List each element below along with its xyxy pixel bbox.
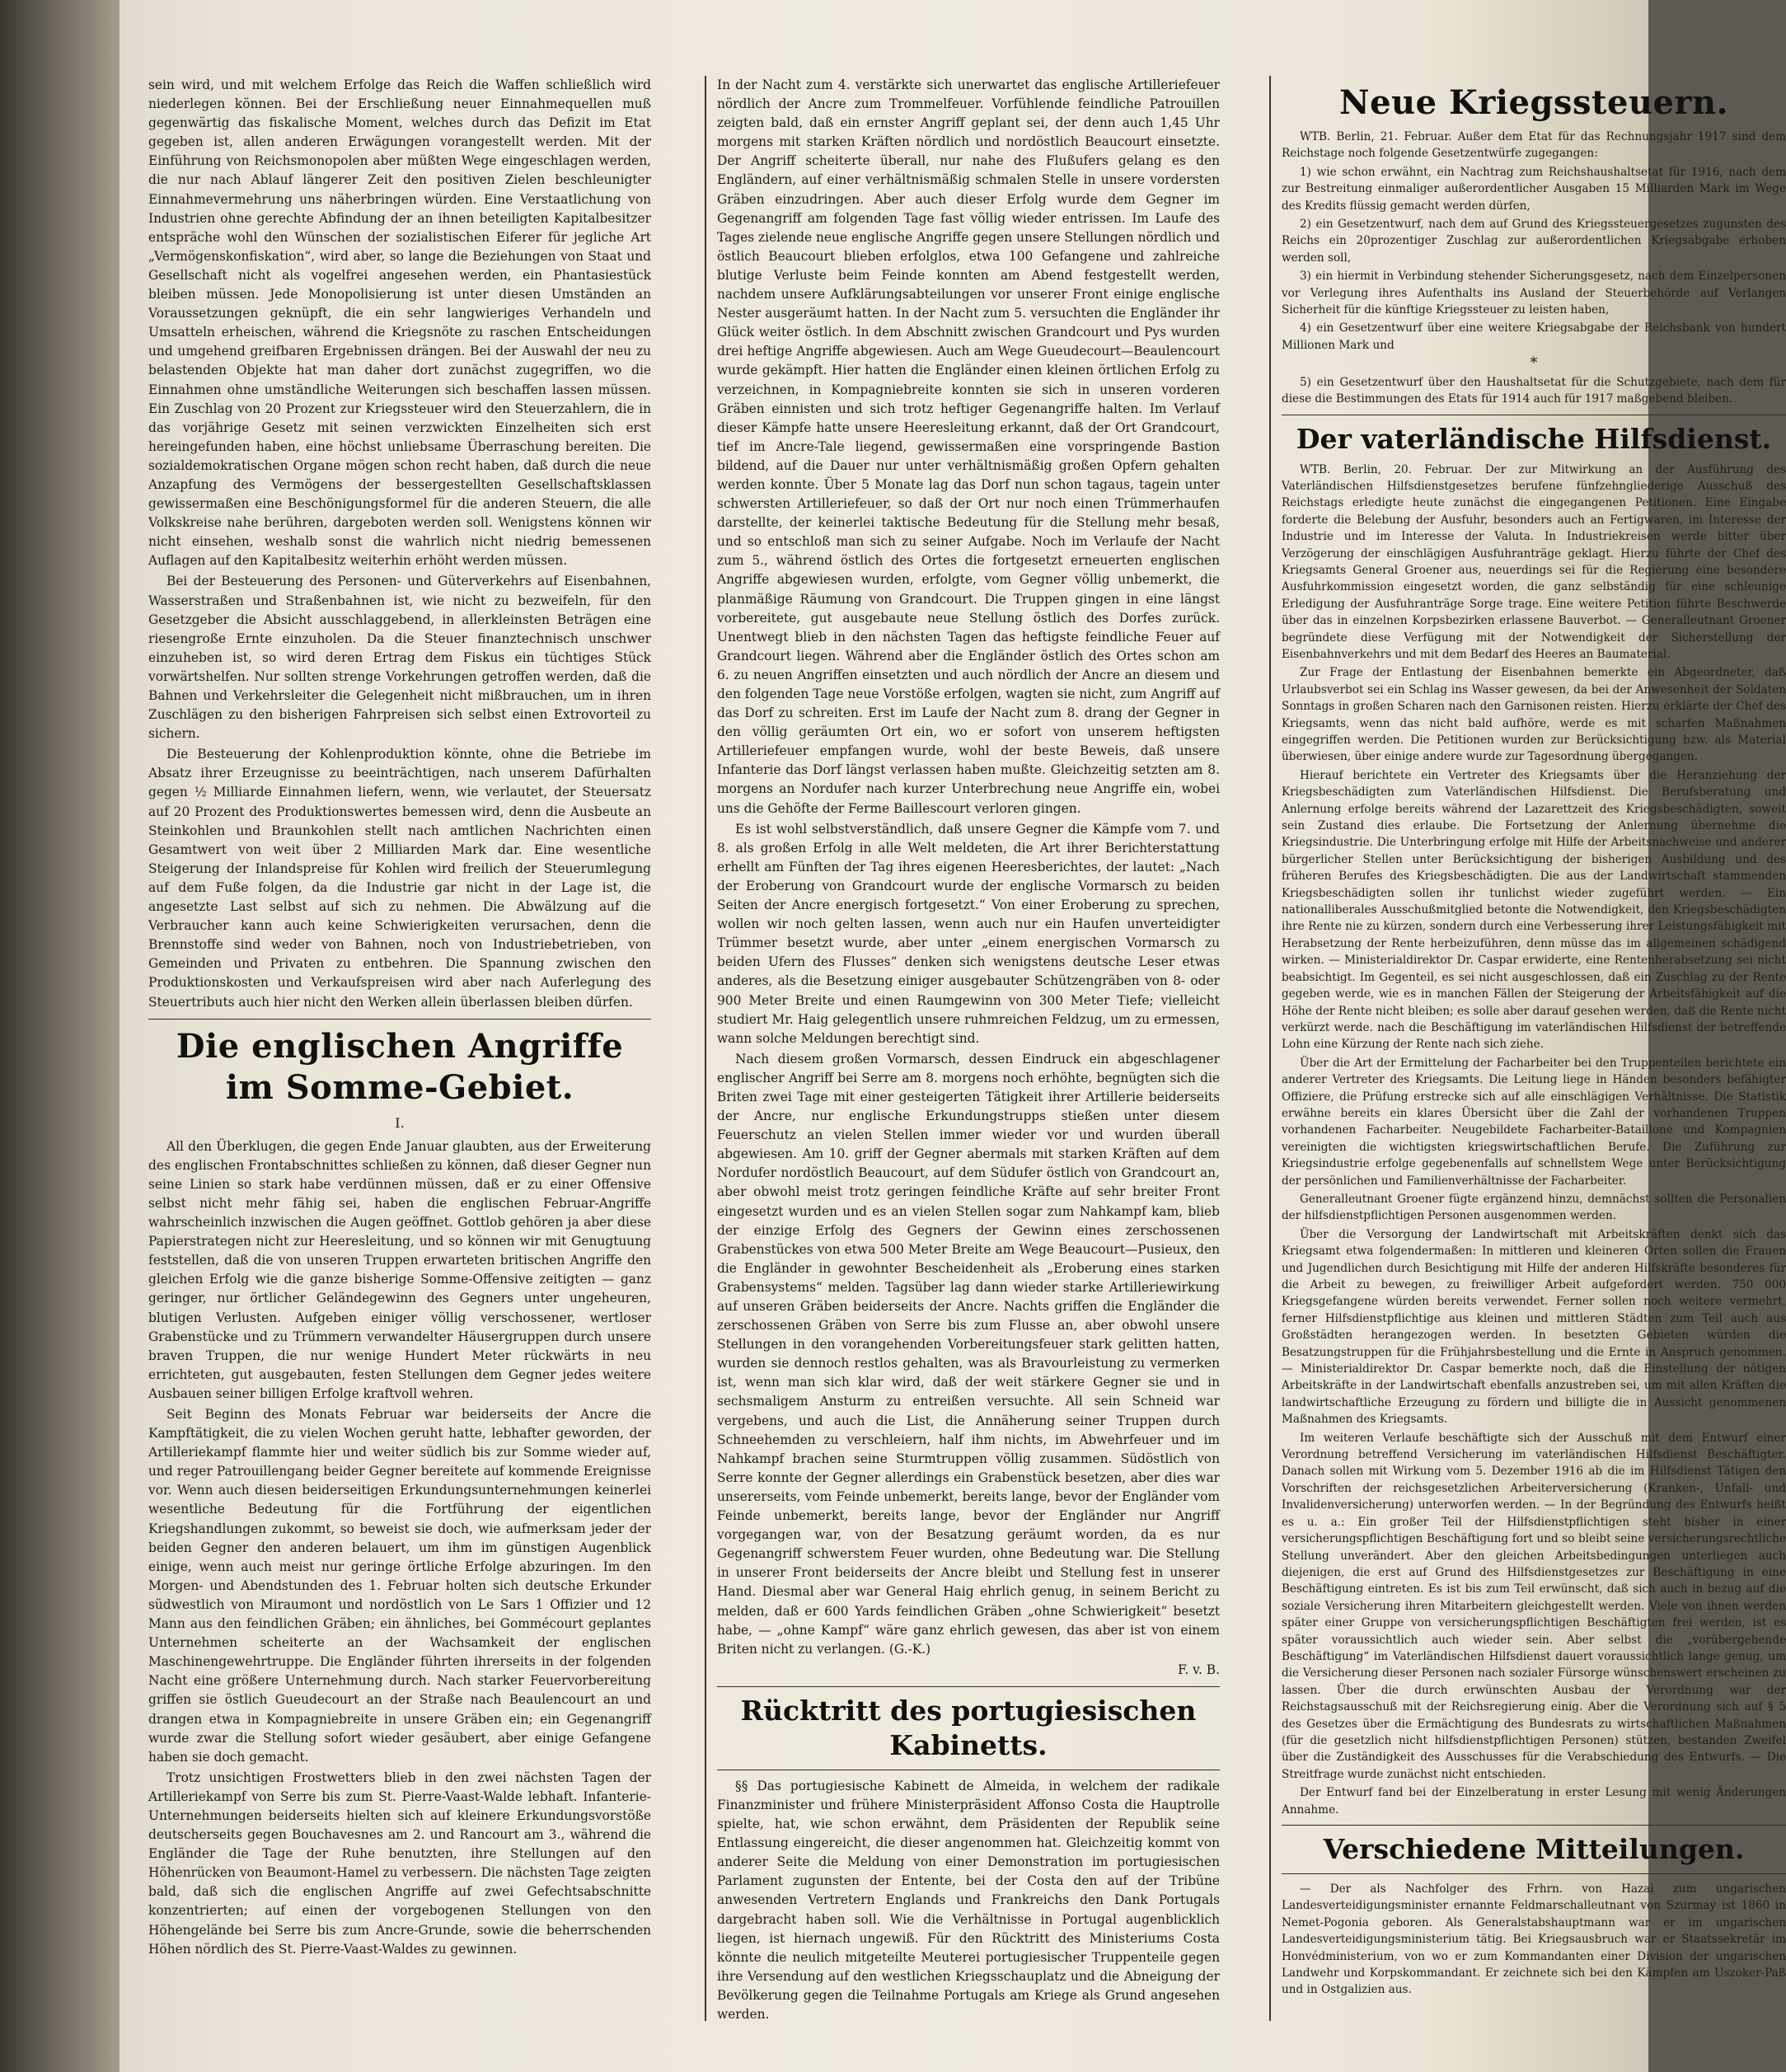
section-divider <box>148 1019 651 1020</box>
list-item: 5) ein Gesetzentwurf über den Haushaltsetat für die Schutzgebiete, nach dem für diese die Bestimmungen des Etats für 1914 auch für 1917 maßgebend bleiben. <box>1282 375 1786 406</box>
col3-paragraph: — Der als Nachfolger des Frhrn. von Hazai zum ungarischen Landesverteidigungsminister ernannte Feldmarschalleutnant von Szurmay ist 1860 in Nemet-Pogonia geboren. Als Generalstabshauptmann war er im ungarischen Landesverteidigungsministerium tätig. Bei Kriegsausbruch war er Staatssekretär im Honvédministerium, von wo er zum Kommandanten einer Division der ungarischen Landwehr und Korpskommandant. Er zeichnete sich bei den Kämpfen am Uszoker-Paß und in Ostgalizien aus. <box>1282 1882 1786 1997</box>
list-item: 4) ein Gesetzentwurf über eine weitere Kriegsabgabe der Reichsbank von hundert Millionen Mark und <box>1282 321 1786 352</box>
section-divider <box>1282 1825 1786 1826</box>
list-item: 1) wie schon erwähnt, ein Nachtrag zum Reichshaushaltsetat für 1916, nach dem zur Bestreitung einmaliger außerordentlicher Ausgaben 15 Milliarden Mark im Wege des Kredits flüssig gemacht werden dürfen, <box>1282 165 1786 213</box>
column-2 <box>717 76 1220 2037</box>
col2-paragraph: Es ist wohl selbstverständlich, daß unsere Gegner die Kämpfe vom 7. und 8. als großen Erfolg in alle Welt meldeten, die Art ihrer Berichterstattung erhellt am Fünften der Tag ihres eigenen Heeresberichtes, der lautet: „Nach der Eroberung von Grandcourt wurde der englische Vormarsch zu beiden Seiten der Ancre energisch fortgesetzt.“ Von einer Eroberung zu sprechen, wollen wir noch gelten lassen, wenn auch nur ein Haufen unverteidigter Trümmer besetzt wurde, aber unter „einem energischen Vormarsch zu beiden Ufern des Flusses“ denken sich wenigstens deutsche Leser etwas anderes, als die Besetzung einiger ausgebauter Schützengräben von 8- oder 900 Meter Breite und einen Raumgewinn von 300 Meter Tiefe; vielleicht studiert Mr. Haig gelegentlich unsere ruhmreichen Feldzug, um zu ermessen, wann solche Meldungen berechtigt sind. <box>717 821 1220 1046</box>
headline-mitteilungen: Verschiedene Mitteilungen. <box>1323 1833 1745 1865</box>
col1-paragraph: Die Besteuerung der Kohlenproduktion könnte, ohne die Betriebe im Absatz ihrer Erzeugnisse zu beeinträchtigen, nach unserem Dafürhalten gegen ½ Milliarde Einnahmen liefern, wenn, wie verlautet, der Steuersatz auf 20 Prozent des Produktionswertes bemessen wird, denn die Ausbeute an Steinkohlen und Braunkohlen stellt nach amtlichen Nachrichten einen Gesamtwert von weit über 2 Milliarden Mark dar. Eine wesentliche Steigerung der Inlandspreise für Kohlen wird freilich der Steuerumlegung auf dem Fuße folgen, da die Industrie gar nicht in der Lage ist, die angesetzte Last selbst auf sich zu nehmen. Die Abwälzung auf die Verbraucher kann auch keine Schwierigkeiten verursachen, denn die Brennstoffe sind weder von Bahnen, noch von Industriebetrieben, von Gemeinden und Privaten zu entbehren. Die Spannung zwischen den Produktionskosten und Verkaufspreisen wird aber nach Auferlegung des Steuertributs auch hier nicht den Werken allein überlassen bleiben dürfen. <box>148 747 651 1010</box>
column-1 <box>148 76 651 2037</box>
col2-paragraph: §§ Das portugiesische Kabinett de Almeida, in welchem der radikale Finanzminister und frühere Ministerpräsident Affonso Costa die Hauptrolle spielte, hat, wie schon erwähnt, dem Präsidenten der Republik seine Entlassung eingereicht, die dieser angenommen hat. Gleichzeitig kommt von anderer Seite die Meldung von einer Demonstration im portugiesischen Parlament zugunsten der Entente, bei der Costa den auf der Tribüne anwesenden Vertretern Englands und Frankreichs den Dank Portugals dargebracht haben soll. Wie die Verhältnisse in Portugal augenblicklich liegen, ist hiernach ungewiß. Für den Rücktritt des Ministeriums Costa könnte die neulich mitgeteilte Meuterei portugiesischer Truppenteile gegen ihre Versendung auf den westlichen Kriegsschauplatz und die Abneigung der Bevölkerung gegen die Teilnahme Portugals am Kriege als Grund angesehen werden. <box>717 1778 1220 2022</box>
col3-paragraph: WTB. Berlin, 21. Februar. Außer dem Etat für das Rechnungsjahr 1917 sind dem Reichstage noch folgende Gesetzentwürfe zugegangen: <box>1282 130 1786 161</box>
col3-paragraph: WTB. Berlin, 20. Februar. Der zur Mitwirkung an der Ausführung des Vaterländischen Hilfsdienstgesetzes berufene fünfzehngliederige Ausschuß des Reichstags erledigte heute zunächst die eingegangenen Petitionen. Eine Eingabe forderte die Belebung der Ausfuhr, besonders auch an Fertigwaren, im Interesse der Industrie und im Interesse der Valuta. In Industriekreisen werde bitter über Verzögerung der einschlägigen Ausfuhranträge geklagt. Hierzu führte der Chef des Kriegsamts General Groener aus, neuerdings sei für die Regierung eine besondere Ausfuhrkommission eingesetzt worden, die ganz selbständig für eine schleunige Erledigung der Ausfuhranträge Sorge trage. Eine weitere Petition führte Beschwerde über das in einzelnen Korpsbezirken erlassene Bauverbot. — Generalleutnant Groener begründete diese Verfügung mit der Notwendigkeit der Sicherstellung der Eisenbahnverkehrs und mit dem Bedarf des Heeres an Baumaterial. <box>1282 462 1786 661</box>
headline-kriegssteuern: Neue Kriegssteuern. <box>1339 83 1728 122</box>
book-binding-edge <box>0 0 120 2072</box>
col2-paragraph: Nach diesem großen Vormarsch, dessen Eindruck ein abgeschlagener englischer Angriff bei Serre am 8. morgens noch erhöhte, begnügten sich die Briten zwei Tage mit einer gesteigerten Tätigkeit ihrer Artillerie beiderseits der Ancre, nur englische Erkundungstrupps stießen unter diesem Feuerschutz an vielen Stellen immer wieder vor und wurden überall abgewiesen. Am 10. griff der Gegner abermals mit starken Kräften auf dem Nordufer nordöstlich Beaucourt, auf dem Südufer östlich von Grandcourt an, aber obwohl meist trotz geringen feindliche Kräfte auf sehr breiter Front eingesetzt wurden und es an vielen Stellen sogar zum Nahkampf kam, blieb der einzige Erfolg des Gegners der Gewinn eines zerschossenen Grabenstückes von etwa 500 Meter Breite am Wege Beaucourt—Pusieux, den die Engländer in gewohnter Bescheidenheit als „Eroberung eines starken Grabensystems“ melden. Tagsüber lag dann wieder starke Artilleriewirkung auf unseren Gräben beiderseits der Ancre. Nachts griffen die Engländer die zerschossenen Gräben von Serre bis zum Flusse an, aber obwohl unsere Stellungen in den vorangehenden Vorbereitungsfeuer stark gelitten hatten, wurden sie dennoch restlos gehalten, was als Bravourleistung zu vermerken ist, wenn man sich klar wird, daß der weit stärkere Gegner sie und in sechsmaligem Ansturm zu entreißen versuchte. All sein Schneid war vergebens, und auch die List, die Annäherung seiner Truppen durch Schneehemden zu verschleiern, half ihm nichts, im Abwehrfeuer und im Nahkampf brachen seine Sturmtruppen völlig zusammen. Südöstlich von Serre konnte der Gegner allerdings ein Grabenstück besetzen, aber dies war unsererseits, vom Feinde unbemerkt, bereits lange, bevor der Engländer vom Feinde unbemerkt, bereits lange, bevor der Engländer nur Angriff vorgegangen war, von der Besatzung geräumt worden, da es nur Gegenangriff schwerstem Feuer wurden, ohne Bedeutung war. Die Stellung in unserer Front beiderseits der Ancre bleibt und Stellung fest in unserer Hand. Diesmal aber war General Haig ehrlich genug, in seinem Bericht zu melden, daß er 600 Yards feindlichen Gräben „ohne Schwierigkeit“ besetzt habe, — „ohne Kampf“ wäre ganz ehrlich gewesen, das aber ist von einem Briten nicht zu verlangen. (G.-K.) <box>717 1051 1220 1657</box>
list-item: 3) ein hiermit in Verbindung stehender Sicherungsgesetz, nach dem Einzelpersonen vor Verlegung ihres Aufenthalts ins Ausland der Steuerbehörde auf Verlangen Sicherheit für die künftige Kriegssteuer zu leisten haben, <box>1282 270 1786 317</box>
col3-paragraph: Der Entwurf fand bei der Einzelberatung in erster Lesung mit wenig Änderungen Annahme. <box>1282 1786 1786 1817</box>
col3-paragraph: Über die Art der Ermittelung der Facharbeiter bei den Truppenteilen berichtete ein anderer Vertreter des Kriegsamts. Die Leitung liege in Händen besonders befähigter Offiziere, die Prüfung erstrecke sich auf alle einschlägigen Verhältnisse. Die Statistik erwähne bereits ein klares Übersicht über die Zahl der vorhandenen Truppen vorhandenen Facharbeiter. Neugebildete Facharbeiter-Bataillone und Kompagnien vereinigten die wichtigsten kriegswirtschaftlichen Berufe. Die Zuführung zur Kriegsindustrie erfolge gegebenenfalls auf schnellstem Wege unter Berücksichtigung der persönlichen und Familienverhältnisse der Facharbeiter. <box>1282 1056 1786 1188</box>
section-divider <box>1282 1873 1786 1874</box>
column-rule <box>705 76 706 2021</box>
col3-paragraph: Hierauf berichtete ein Vertreter des Kriegsamts über die Heranziehung der Kriegsbeschädigten zum Vaterländischen Hilfsdienst. Die Berufsberatung und Anlernung erfolge bereits während der Lazarettzeit des Kriegsbeschädigten, soweit sein Zustand dies erlaube. Die Fortsetzung der Anlernung übernehme die Kriegsindustrie. Die Unterbringung erfolge mit Hilfe der Arbeitsnachweise und anderer bürgerlicher Stellen unter Berücksichtigung der bisherigen Ausbildung und des früheren Berufes des Kriegsbeschädigten. Die aus der Landwirtschaft stammenden Kriegsbeschädigten sollen ihr tunlichst wieder zugeführt werden. — Ein nationalliberales Ausschußmitglied betonte die Notwendigkeit, den Kriegsbeschädigten ihre Rente nie zu kürzen, sondern durch eine Verbesserung ihrer Leistungsfähigkeit mit Herabsetzung der Rente herbeizuführen, denn müsse das im allgemeinen schädigend wirken. — Ministerialdirektor Dr. Caspar erwiderte, eine Rentenherabsetzung sei nicht beabsichtigt. Im Gegenteil, es sei nicht ausgeschlossen, daß ein Zuschlag zu der Rente gegeben werde, wie es in manchen Fällen der Steigerung der Arbeitsfähigkeit auf die Höhe der Rente nicht bleiben; es solle aber darauf gesehen werden, daß die Rente nicht verkürzt werde. nach die Beschäftigung im vaterländischen Hilfsdienst der betreffende Lohn eine Kürzung der Rente nach sich ziehe. <box>1282 768 1786 1052</box>
column-rule <box>1269 76 1271 2021</box>
col3-paragraph: Über die Versorgung der Landwirtschaft mit Arbeitskräften denkt sich das Kriegsamt etwa folgendermaßen: In mittleren und kleineren Orten sollen die Frauen und Jugendlichen durch Besichtigung mit Hilfe der anderen Hilfskräfte besonderes für die Arbeit zu bewegen, zu freiwilliger Arbeit aufgefordert werden. 750 000 Kriegsgefangene würden bereits verwendet. Ferner sollen noch weitere vermehrt, ferner Hilfsdienstpflichtige aus kleinen und mittleren Städten zum Teil auch aus Großstädten herangezogen werden. In besetzten Gebieten würden die Besatzungstruppen für die Frühjahrsbestellung und die Ernte in Anspruch genommen. — Ministerialdirektor Dr. Caspar bemerkte noch, daß die Einstellung der nötigen Arbeitskräfte in der Landwirtschaft ebenfalls anzustreben sei, um mit allen Kräften die landwirtschaftliche Erzeugung zu fördern und billigte die in Aussicht genommenen Maßnahmen des Kriegsamts. <box>1282 1227 1786 1427</box>
col1-paragraph: Seit Beginn des Monats Februar war beiderseits der Ancre die Kampftätigkeit, die zu vielen Wochen geruht hatte, lebhafter geworden, der Artilleriekampf flammte hier und weiter südlich bis zur Somme wieder auf, und reger Patrouillengang beider Gegner bereitete auf kommende Ereignisse vor. Wenn auch diesen beiderseitigen Erkundungsunternehmungen keinerlei wesentliche Bedeutung für die Fortführung der eigentlichen Kriegshandlungen zukommt, so beweist sie doch, wie aufmerksam jeder der beiden Gegner den anderen belauert, um ihm im günstigen Augenblick einige, wenn auch meist nur geringe örtliche Erfolge abzuringen. Im den Morgen- und Abendstunden des 1. Februar holten sich deutsche Erkunder südwestlich von Miraumont und nordöstlich von Le Sars 1 Offizier und 12 Mann aus den feindlichen Gräben; ein ähnliches, bei Gommécourt geplantes Unternehmen scheiterte an der Wachsamkeit der englischen Maschinengewehrtruppe. Die Engländer führten ihrerseits in der folgenden Nacht eine größere Unternehmung durch. Nach starker Feuervorbereitung griffen sie östlich Gueudecourt an der Straße nach Beaulencourt an und drangen etwa in Kompagniebreite in unsere Gräben ein; ein Gegenangriff wurde zwar die Stellung sofort wieder gesäubert, aber einige Gefangene haben sie doch gemacht. <box>148 1407 651 1765</box>
section-divider <box>717 1686 1220 1687</box>
col1-top-paragraphs <box>148 76 651 1012</box>
headline-hilfsdienst: Der vaterländische Hilfsdienst. <box>1296 422 1772 455</box>
column-3 <box>1282 76 1786 2037</box>
col2-paragraph: In der Nacht zum 4. verstärkte sich unerwartet das englische Artilleriefeuer nördlich der Ancre zum Trommelfeuer. Vorfühlende feindliche Patrouillen zeigten bald, daß ein ernster Angriff geplant sei, der denn auch 1,45 Uhr morgens mit starken Kräften nördlich und nordöstlich Beaucourt einsetzte. Der Angriff scheiterte überall, nur nahe des Flußufers gelang es den Engländern, auf einer verhältnismäßig schmalen Stelle in unsere vordersten Gräben einzudringen. Aber auch dieser Erfolg wurde dem Gegner im Gegenangriff am folgenden Tage fast völlig wieder entrissen. Im Laufe des Tages zielende neue englische Angriffe gegen unsere Stellungen nördlich und östlich Beaucourt blieben erfolglos, etwa 100 Gefangene und zahlreiche blutige Verluste beim Feinde konnten am Abend festgestellt werden, nachdem unsere Aufklärungsabteilungen vor unserer Front einige englische Nester ausgeräumt hatten. In der Nacht zum 5. versuchten die Engländer ihr Glück weiter östlich. In dem Abschnitt zwischen Grandcourt und Pys wurden drei heftige Angriffe abgewiesen. Auch am Wege Gueudecourt—Beaulencourt wurde gekämpft. Hier hatten die Engländer einen kleinen örtlichen Erfolg zu verzeichnen, in Kompagniebreite konnten sie sich in unseren vorderen Gräben einnisten und sich trotz heftiger Gegenangriffe halten. Im Verlauf dieser Kämpfe hatte unsere Heeresleitung erkannt, daß der Ort Grandcourt, tief im Ancre-Tale liegend, gewissermaßen eine vorspringende Bastion bildend, auf die Dauer nur unter verhältnismäßig großen Opfern gehalten werden konnte. Über 5 Monate lag das Dorf nun schon tagaus, tagein unter schwersten Artilleriefeuer, so daß der Ort nur noch einen Trümmerhaufen darstellte, der keinerlei taktische Bedeutung für die Stellung mehr besaß, und so entschloß man sich zu seiner Aufgabe. Noch im Verlaufe der Nacht zum 5., während östlich des Ortes die fortgesetzt erneuerten englischen Angriffe abgewiesen wurden, erfolgte, vom Gegner völlig unbemerkt, die planmäßige Räumung von Grandcourt. Die Truppen gingen in eine längst vorbereitete, gut ausgebaute neue Stellung östlich des Dorfes zurück. Unentwegt blieb in den nächsten Tagen das heftigste feindliche Feuer auf Grandcourt liegen. Während aber die Engländer östlich des Ortes schon am 6. zu neuen Angriffen einsetzten und auch nördlich der Ancre an diesem und den folgenden Tage neue Vorstöße erfolgen, wagten sie nicht, zum Angriff auf das Dorf zu schreiten. Erst im Laufe der Nacht zum 8. drang der Gegner in den völlig geräumten Ort ein, wo er sofort von unserem heftigsten Artilleriefeuer empfangen wurde, wohl der beste Beweis, daß unsere Infanterie das Dorf längst verlassen haben mußte. Gleichzeitig setzten am 8. morgens an Nordufer nach kurzer Unterbrechung neue Angriffe ein, wobei uns die Gehöfte der Ferme Baillescourt verloren gingen. <box>717 77 1221 816</box>
col1-paragraph: Bei der Besteuerung des Personen- und Güterverkehrs auf Eisenbahnen, Wasserstraßen und Straßenbahnen ist, wie nicht zu bezweifeln, für den Gesetzgeber die Absicht ausschlaggebend, in allerkleinsten Beträgen eine riesengroße Ernte einzuholen. Da die Steuer finanztechnisch unschwer einzuheben ist, so wird deren Ertrag dem Fiskus ein tüchtiges Stück vorwärtshelfen. Nur sollten strenge Vorkehrungen getroffen werden, daß die Bahnen und Verkehrsleiter die Gelegenheit nicht mißbrauchen, um in ihren Zuschlägen zu den bisherigen Fahrpreisen sich selbst einen Extrovorteil zu sichern. <box>148 574 651 742</box>
list-item: 2) ein Gesetzentwurf, nach dem auf Grund des Kriegssteuergesetzes zugunsten des Reichs ein 20prozentiger Zuschlag zur außerordentlichen Kriegsabgabe erhoben werden soll, <box>1282 218 1786 265</box>
section-number: I. <box>395 1114 405 1131</box>
headline-somme: Die englischen Angriffe im Somme-Gebiet. <box>176 1026 624 1107</box>
asterisk-separator: * <box>1530 354 1538 373</box>
col1-paragraph: All den Überklugen, die gegen Ende Januar glaubten, aus der Erweiterung des englischen Frontabschnittes schließen zu können, daß dieser Gegner nun seine Linien so stark habe verdünnen müssen, daß er zu einer Offensive selbst nicht mehr fähig sei, haben die englischen Februar-Angriffe wahrscheinlich inzwischen die Augen geöffnet. Gottlob gehören ja aber diese Papierstrategen nicht zur Heeresleitung, und so können wir mit Genugtuung feststellen, daß die von unseren Truppen erwarteten britischen Angriffe den gleichen Erfolg wie die ganze bisherige Somme-Offensive zeitigten — ganz geringer, nur örtlicher Geländegewinn des Gegners unter ungeheuren, blutigen Verlusten. Aufgeben einiger völlig verschossener, wertloser Grabenstücke und zu Trümmern verwandelter Häusergruppen durch unsere braven Truppen, die nur wenige Hundert Meter rückwärts in neu errichteten, gut ausgebauten, festen Stellungen dem Gegner jedes weitere Ausbauen seiner billigen Erfolge kraftvoll wehren. <box>148 1138 651 1401</box>
col1-paragraph: Trotz unsichtigen Frostwetters blieb in den zwei nächsten Tagen der Artilleriekampf von Serre bis zum St. Pierre-Vaast-Walde lebhaft. Infanterie-Unternehmungen beiderseits hielten sich auf kleinere Erkundungsvorstöße deutscherseits gegen Bouchavesnes am 2. und Rancourt am 3., während die Engländer die Tage der Ruhe benutzten, ihre Stellungen auf den Höhenrücken von Beaumont-Hamel zu verbessern. Die nächsten Tage zeigten bald, daß sich die englischen Angriffe auf zwei Gefechtsabschnitte konzentrierten; auf einen der vorgebogenen Stellungen von den Höhengelände bei Serre bis zum Ancre-Grunde, sowie die beherrschenden Höhen nördlich des St. Pierre-Vaast-Waldes zu gewinnen. <box>148 1770 651 1957</box>
newspaper-page <box>120 0 1786 2072</box>
col3-paragraph: Im weiteren Verlaufe beschäftigte sich der Ausschuß mit dem Entwurf einer Verordnung betreffend Versicherung im vaterländischen Hilfsdienst Beschäftigter. Danach sollen mit Wirkung vom 5. Dezember 1916 ab die im Hilfsdienst Tätigen den Vorschriften der reichsgesetzlichen Arbeiterversicherung (Kranken-, Unfall- und Invalidenversicherung) unterworfen werden. — In der Begründung des Entwurfs heißt es u. a.: Ein großer Teil der Hilfsdienstpflichtigen steht bisher in einer versicherungspflichtigen Beschäftigung fort und so bleibt seine versicherungsrechtliche Stellung unverändert. Aber den gleichen Arbeitsbedingungen unterliegen auch diejenigen, die erst auf Grund des Hilfsdienstgesetzes zur Beschäftigung in eine Beschäftigung eintreten. Es ist bis zum Teil erwünscht, daß sich auch in bezug auf die soziale Versicherung ihren Mitarbeitern gleichgestellt werden. Viele von ihnen werden später einer Gruppe von versicherungspflichtigen Beschäftigten frei werden, ist es später voraussichtlich auch wieder sein. Aber selbst die „vorübergehende Beschäftigung“ im Vaterländischen Hilfsdienst dauert voraussichtlich lange genug, um die Versicherung dieser Personen nach sozialer Fürsorge wünschenswert erscheinen zu lassen. Über die durch erwünschten Ausbau der Verordnung war der Reichstagsausschuß mit der Reichsregierung einig. Aber die Verordnung sich auf § 5 des Gesetzes über die Ermächtigung des Bundesrats zu wirtschaftlichen Maßnahmen (für die gesetzlich nicht hilfsdienstpflichtigen Personen) stützen, bestanden Zweifel über die Zuständigkeit des Ausschusses für die Verabschiedung des Entwurfs. — Die Streitfrage wurde zunächst nicht entschieden. <box>1282 1431 1786 1781</box>
col1-bottom-paragraphs <box>148 1137 651 1959</box>
col3-paragraph: Generalleutnant Groener fügte ergänzend hinzu, demnächst sollten die Personalien der hilfsdienstpflichtigen Personen ausgenommen werden. <box>1282 1192 1786 1223</box>
col3-paragraph: Zur Frage der Entlastung der Eisenbahnen bemerkte ein Abgeordneter, daß Urlaubsverbot sei ein Schlag ins Wasser gewesen, da bei der Anwesenheit der Soldaten Sonntags in großen Scharen nach den Garnisonen reisten. Hierzu erklärte der Chef des Kriegsamts, wenn das nicht bald aufhöre, werde es mit scharfen Maßnahmen eingegriffen werden. Die Petitionen wurden zur Berücksichtigung bzw. als Material überwiesen, über einige andere wurde zur Tagesordnung übergegangen. <box>1282 666 1786 764</box>
col1-paragraph: sein wird, und mit welchem Erfolge das Reich die Waffen schließlich wird niederlegen können. Bei der Erschließung neuer Einnahmequellen muß gegenwärtig das fiskalische Moment, welches durch das Defizit im Etat gegeben ist, allen anderen Erwägungen vorangestellt werden. Mit der Einführung von Reichsmonopolen aber müßten Wege eingeschlagen werden, die nur nach Ablauf längerer Zeit den positiven Zielen beschleunigter Einnahmevermehrung uns näherbringen würden. Eine Verstaatlichung von Industrien ohne gerechte Abfindung der an ihnen beteiligten Kapitalbesitzer entspräche wohl den Wünschen der sozialistischen Eiferer für jegliche Art „Vermögenskonfiskation“, wird aber, so lange die Beziehungen von Staat und Gesellschaft nicht als vogelfrei angesehen werden, ein Phantasiestück bleiben müssen. Jede Monopolisierung ist unter diesen Umständen an Voraussetzungen geknüpft, die ein sehr langwieriges Verhandeln und Umsatteln erheischen, während die Kriegsnöte zu raschen Entscheidungen und umgehend greifbaren Ergebnissen drängen. Bei der Auswahl der neu zu belastenden Objekte hat man daher dort zunächst zugegriffen, wo die Einnahmen ohne umständliche Weiterungen sich beschaffen lassen müssen. Ein Zuschlag von 20 Prozent zur Kriegssteuer wird den Steuerzahlern, die in das vorjährige Gesetz mit seinen verzwickten Einzelheiten sich erst hereingefunden haben, eine höchst unliebsame Überraschung bereiten. Die sozialdemokratischen Organe mögen schon recht haben, daß durch die neue Anzapfung des Vermögens der bessergestellten Gesellschaftsklassen gewissermaßen eine Beschönigungsformel für die anderen Steuern, die alle Volkskreise nahe berühren, dargeboten werden soll. Wenigstens können wir nicht einsehen, weshalb sonst die wahrlich nicht niedrig bemessenen Auflagen auf den Kapitalbesitz weiterhin erhöht werden müssen. <box>148 77 651 569</box>
headline-portugal: Rücktritt des portugiesischen Kabinetts. <box>740 1694 1197 1761</box>
signature: F. v. B. <box>1178 1662 1220 1677</box>
